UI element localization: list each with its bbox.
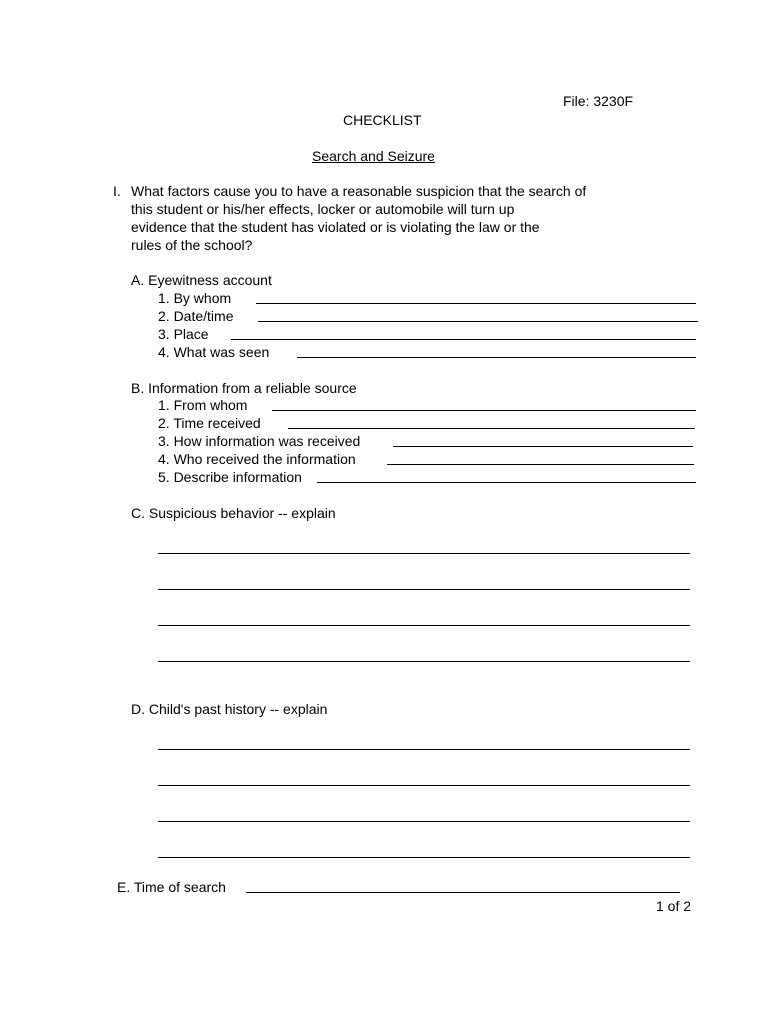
section-a-item-what-was-seen: 4. What was seen: [158, 344, 270, 360]
past-history-line-3[interactable]: [158, 821, 690, 822]
question-number: I.: [113, 183, 121, 199]
section-e-heading: E. Time of search: [117, 879, 226, 895]
past-history-line-4[interactable]: [158, 857, 690, 858]
section-a-item-date-time: 2. Date/time: [158, 308, 234, 324]
section-c-heading: C. Suspicious behavior -- explain: [131, 505, 336, 521]
section-b-item-time-received: 2. Time received: [158, 415, 261, 431]
from-whom-field[interactable]: [272, 410, 696, 411]
what-was-seen-field[interactable]: [297, 357, 696, 358]
question-line-2: this student or his/her effects, locker or automobile will turn up: [131, 201, 515, 217]
time-of-search-field[interactable]: [246, 892, 680, 893]
how-received-field[interactable]: [393, 446, 693, 447]
by-whom-field[interactable]: [256, 303, 696, 304]
question-line-4: rules of the school?: [131, 237, 253, 253]
past-history-line-1[interactable]: [158, 749, 690, 750]
suspicious-behavior-line-2[interactable]: [158, 589, 690, 590]
date-time-field[interactable]: [258, 321, 698, 322]
file-number: File: 3230F: [563, 93, 634, 109]
page-number: 1 of 2: [656, 898, 692, 914]
section-b-item-describe: 5. Describe information: [158, 469, 302, 485]
time-received-field[interactable]: [288, 428, 695, 429]
question-line-3: evidence that the student has violated or is violating the law or the: [131, 219, 540, 235]
section-b-item-who-received: 4. Who received the information: [158, 451, 356, 467]
suspicious-behavior-line-4[interactable]: [158, 661, 690, 662]
describe-information-field[interactable]: [317, 482, 696, 483]
section-a-item-place: 3. Place: [158, 326, 209, 342]
section-d-heading: D. Child's past history -- explain: [131, 701, 328, 717]
section-a-heading: A. Eyewitness account: [131, 272, 272, 288]
section-b-item-how-received: 3. How information was received: [158, 433, 361, 449]
section-b-heading: B. Information from a reliable source: [131, 380, 357, 396]
who-received-field[interactable]: [387, 464, 694, 465]
page-title: CHECKLIST: [343, 112, 422, 128]
past-history-line-2[interactable]: [158, 785, 690, 786]
suspicious-behavior-line-3[interactable]: [158, 625, 690, 626]
page-subtitle: Search and Seizure: [312, 148, 435, 164]
place-field[interactable]: [231, 339, 696, 340]
question-line-1: What factors cause you to have a reasonable suspicion that the search of: [131, 183, 587, 199]
suspicious-behavior-line-1[interactable]: [158, 553, 690, 554]
section-b-item-from-whom: 1. From whom: [158, 397, 248, 413]
section-a-item-by-whom: 1. By whom: [158, 290, 232, 306]
